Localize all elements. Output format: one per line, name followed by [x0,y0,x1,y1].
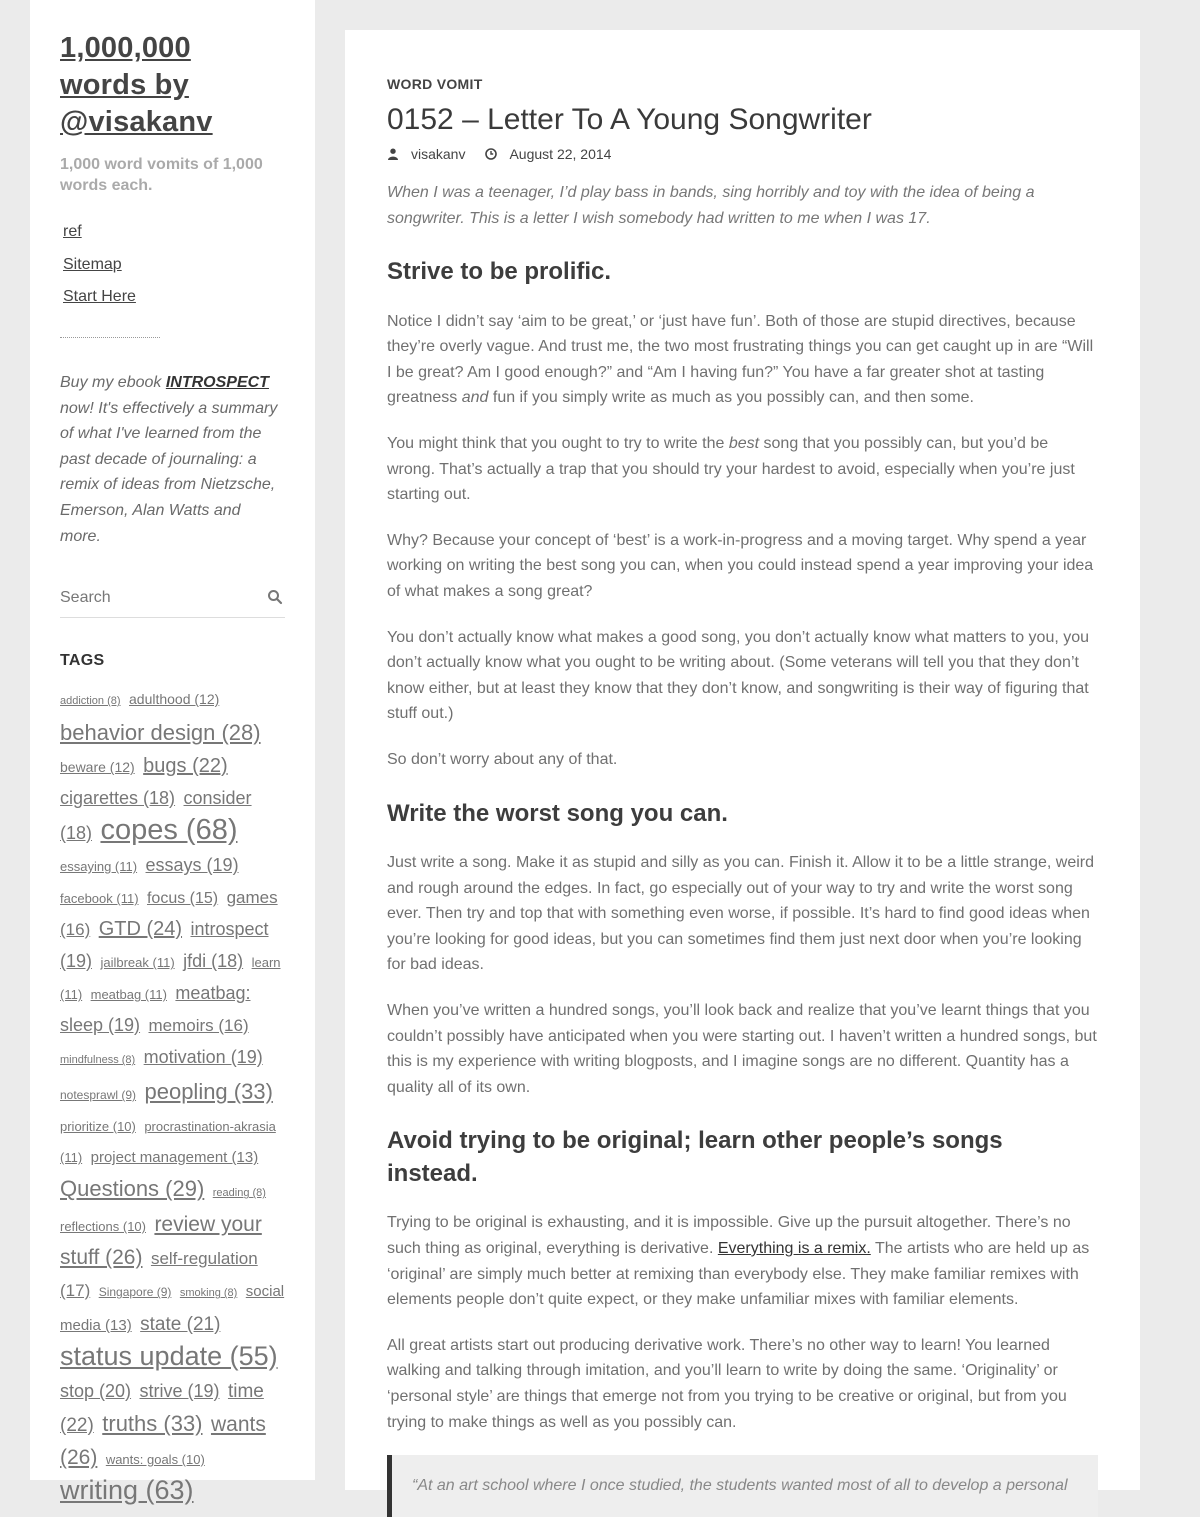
tag-link[interactable]: Singapore (9) [98,1285,172,1300]
promo-prefix: Buy my ebook [60,374,166,391]
tag-link[interactable]: prioritize (10) [60,1119,136,1135]
sidebar [30,0,315,1506]
tag-link[interactable]: wants: goals (10) [105,1452,205,1468]
tag-link[interactable]: meatbag: sleep (19) [60,983,251,1036]
tag-link[interactable]: copes (68) [100,814,238,847]
tag-link[interactable]: strive (19) [139,1381,220,1402]
tag-link[interactable]: focus (15) [146,890,219,908]
clock-icon [485,148,497,160]
tag-link[interactable]: essaying (11) [60,859,138,875]
tag-cloud [60,684,288,1510]
tag-link[interactable]: self-regulation (17) [60,1249,258,1301]
paragraph: All great artists start out producing derivative work. There’s no other way to learn! You learned walking and talking through imitation, and you’ll learn to write by doing the same. ‘Originality’ or ‘personal style’ are things that emerge not from you trying to be creative or original, but from you trying to make things as well as you possibly can. [387,1336,1067,1431]
post-meta [387,146,1098,162]
post-intro: When I was a teenager, I’d play bass in bands, sing horribly and toy with the idea of being a songwriter. This is a letter I wish somebody had written to me when I was 17. [387,184,1035,227]
post-title: 0152 – Letter To A Young Songwriter [387,103,872,136]
paragraph: You don’t actually know what makes a good song, you don’t actually know what matters to you, you don’t actually know what you ought to be writing about. (Some veterans will tell you that they don’t know either, but at least they know that they don’t know, and songwriting is their way of figuring that stuff out.) [387,628,1090,723]
blockquote: “At an art school where I once studied, the students wanted most of all to develop a personal [387,1455,1098,1517]
tag-link[interactable]: state (21) [140,1314,221,1336]
tag-link[interactable]: GTD (24) [98,918,183,941]
paragraph: When you’ve written a hundred songs, you’ll look back and realize that you’ve learnt things that you couldn’t possibly have anticipated when you were starting out. I haven’t written a hundred songs, but this is my experience with writing blogposts, and I imagine songs are no different. Quantity has a quality all of its own. [387,1002,1097,1096]
ebook-promo [60,370,285,549]
tag-link[interactable]: notesprawl (9) [60,1088,137,1103]
nav-link-sitemap[interactable]: Sitemap [63,255,122,273]
nav-link-start-here[interactable]: Start Here [63,288,136,305]
sidebar-nav [63,222,285,307]
tag-link[interactable]: facebook (11) [60,891,139,907]
tag-link[interactable]: Questions (29) [60,1176,205,1202]
tag-link[interactable]: jfdi (18) [183,951,244,972]
section-heading-worst-song: Write the worst song you can. [387,799,728,827]
promo-suffix: now! It's effectively a summary of what I've learned from the past decade of journaling: a remix of ideas from Nietzsche, Emerson, Alan Watts and more. [60,399,278,545]
tag-link[interactable]: review your stuff (26) [60,1213,262,1270]
tag-link[interactable]: motivation (19) [143,1047,263,1068]
paragraph: You might think that you ought to try to write the best song that you possibly can, but you’d be wrong. That’s actually a trap that you should try your hardest to avoid, especially when you’re just starting out. [387,435,1075,504]
tag-link[interactable]: smoking (8) [179,1287,238,1300]
paragraph: Trying to be original is exhausting, and it is impossible. Give up the pursuit altogether. There’s no such thing as original, everything is derivative. Everything is a remix. The artists who are held up as ‘original’ are simply much better at remixing than everybody else. They make familiar remixes with elements people don’t quite expect, or they make unfamiliar mixes with familiar elements. [387,1214,1090,1309]
search-input[interactable]: Search [60,589,111,607]
tag-link[interactable]: introspect (19) [60,919,269,972]
post-content [345,30,1140,1495]
tag-link[interactable]: stop (20) [60,1381,132,1402]
search-box[interactable] [60,581,285,618]
tag-link[interactable]: adulthood (12) [129,691,220,708]
post-author[interactable]: visakanv [411,146,466,162]
site-description: 1,000 word vomits of 1,000 words each. [60,156,263,194]
tag-link[interactable]: writing (63) [60,1475,194,1506]
post-category[interactable]: WORD VOMIT [387,76,483,92]
post-date: August 22, 2014 [509,146,612,162]
tag-link[interactable]: behavior design (28) [60,720,261,746]
paragraph: Just write a song. Make it as stupid and silly as you can. Finish it. Allow it to be a little strange, weird and rough around the edges. In fact, go especially out of your way to try and write the worst song ever. Then try and top that with something even worse, if possible. It’s hard to find good ideas when you’re looking for good ideas, but you can sometimes find them just next door when you’re looking for bad ideas. [387,854,1094,974]
section-heading-prolific: Strive to be prolific. [387,258,612,286]
tag-link[interactable]: procrastination-akrasia (11) [60,1119,276,1166]
tag-link[interactable]: time (22) [60,1381,264,1437]
tag-link[interactable]: meatbag (11) [90,987,167,1003]
paragraph: Why? Because your concept of ‘best’ is a work-in-progress and a moving target. Why spend a year working on writing the best song you can, when you could instead spend a year improving your idea of what makes a song great? [387,531,1094,601]
tag-link[interactable]: games (16) [60,888,278,940]
tag-link[interactable]: wants (26) [60,1413,266,1470]
tag-link[interactable]: social media (13) [60,1283,285,1335]
search-icon[interactable] [267,589,283,605]
tag-link[interactable]: bugs (22) [143,755,228,778]
ebook-link[interactable]: INTROSPECT [165,374,269,391]
tag-link[interactable]: essays (19) [145,855,239,876]
divider [60,337,160,338]
nav-link-ref[interactable]: ref [63,223,82,240]
tag-link[interactable]: addiction (8) [60,695,121,708]
tags-heading: TAGS [60,652,105,670]
tag-link[interactable]: truths (33) [102,1411,203,1437]
tag-link[interactable]: jailbreak (11) [100,955,175,971]
site-title[interactable]: 1,000,000 words by @visakanv [60,32,213,138]
tag-link[interactable]: reading (8) [212,1187,266,1200]
remix-link[interactable]: Everything is a remix. [717,1240,871,1258]
tag-link[interactable]: memoirs (16) [148,1016,249,1036]
paragraph: So don’t worry about any of that. [387,751,618,768]
tag-link[interactable]: consider (18) [60,788,252,844]
tag-link[interactable]: mindfulness (8) [60,1054,136,1067]
tag-link[interactable]: beware (12) [60,759,135,776]
tag-link[interactable]: cigarettes (18) [60,788,176,809]
user-icon [387,148,399,160]
tag-link[interactable]: reflections (10) [60,1219,146,1235]
paragraph: Notice I didn’t say ‘aim to be great,’ or ‘just have fun’. Both of those are stupid directives, because they’re overly vague. And trust me, the two most frustrating things you can get caught up in are “Will I be great? Am I good enough?” and “Am I having fun?” You have a far greater shot at tasting greatness and fun if you simply write as much as you possibly can, and then some. [387,312,1094,407]
tag-link[interactable]: peopling (33) [144,1079,273,1105]
tag-link[interactable]: project management (13) [90,1149,259,1167]
section-heading-original: Avoid trying to be original; learn other people’s songs instead. [387,1127,1003,1187]
tag-link[interactable]: learn (11) [60,955,281,1003]
tag-link[interactable]: status update (55) [60,1341,278,1372]
